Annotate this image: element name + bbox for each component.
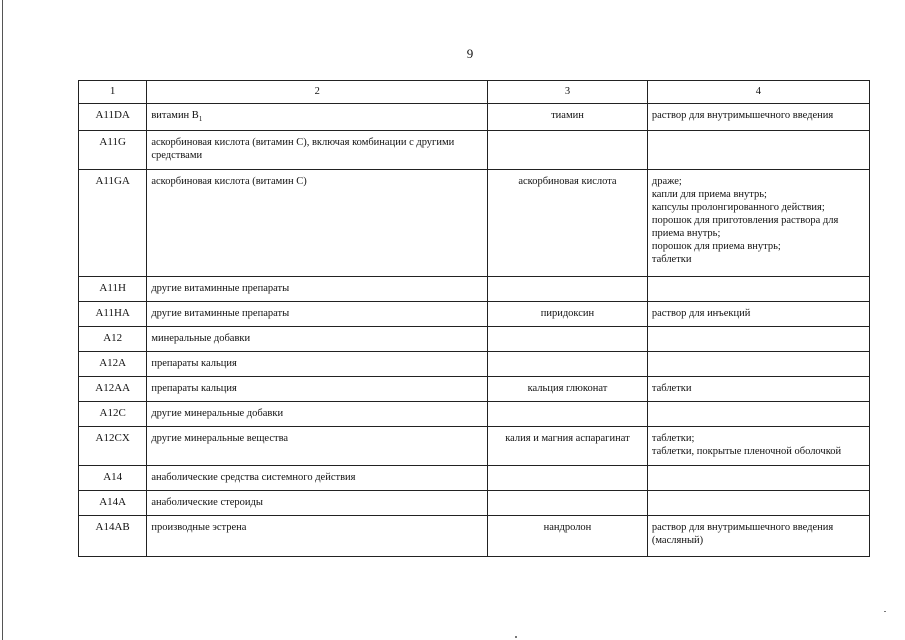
- atc-code-cell: A12CX: [79, 427, 147, 466]
- inn-cell: нандролон: [488, 516, 648, 557]
- group-name-cell: анаболические средства системного действия: [147, 466, 488, 491]
- dosage-form-cell: таблетки; таблетки, покрытые пленочной оболочкой: [647, 427, 869, 466]
- table-row: [79, 170, 870, 277]
- scan-speck: [884, 611, 886, 612]
- dosage-form-cell: раствор для внутримышечного введения (масляный): [647, 516, 869, 557]
- inn-cell: [488, 131, 648, 170]
- table-row: [79, 277, 870, 302]
- inn-cell: [488, 352, 648, 377]
- table-row: [79, 427, 870, 466]
- table-row: [79, 327, 870, 352]
- column-header-2: 2: [147, 81, 488, 104]
- dosage-form-cell: [647, 402, 869, 427]
- table-row: [79, 302, 870, 327]
- inn-cell: тиамин: [488, 104, 648, 131]
- dosage-form-cell: [647, 277, 869, 302]
- table-row: [79, 402, 870, 427]
- table-row: [79, 466, 870, 491]
- dosage-form-cell: [647, 466, 869, 491]
- dosage-form-cell: драже; капли для приема внутрь; капсулы пролонгированного действия; порошок для приготовления раствора для приема внутрь; порошок для приема внутрь; таблетки: [647, 170, 869, 277]
- group-name-text: витамин B: [151, 110, 199, 121]
- atc-code-cell: A12C: [79, 402, 147, 427]
- dosage-form-cell: раствор для инъекций: [647, 302, 869, 327]
- dosage-form-cell: таблетки: [647, 377, 869, 402]
- scan-speck: [515, 636, 517, 638]
- dosage-form-cell: [647, 491, 869, 516]
- atc-code-cell: A11DA: [79, 104, 147, 131]
- dosage-form-cell: [647, 327, 869, 352]
- inn-cell: [488, 277, 648, 302]
- table-row: [79, 131, 870, 170]
- group-name-cell: другие витаминные препараты: [147, 277, 488, 302]
- page-edge-line: [2, 0, 3, 640]
- table-row: [79, 104, 870, 131]
- inn-cell: пиридоксин: [488, 302, 648, 327]
- inn-cell: [488, 402, 648, 427]
- dosage-form-cell: [647, 352, 869, 377]
- atc-code-cell: A11H: [79, 277, 147, 302]
- group-name-cell: минеральные добавки: [147, 327, 488, 352]
- column-header-3: 3: [488, 81, 648, 104]
- table-row: [79, 352, 870, 377]
- group-name-cell: анаболические стероиды: [147, 491, 488, 516]
- table-row: [79, 491, 870, 516]
- column-header-1: 1: [79, 81, 147, 104]
- atc-code-cell: A12A: [79, 352, 147, 377]
- inn-cell: [488, 327, 648, 352]
- dosage-form-cell: раствор для внутримышечного введения: [647, 104, 869, 131]
- dosage-form-cell: [647, 131, 869, 170]
- atc-code-cell: A11G: [79, 131, 147, 170]
- table-row: [79, 516, 870, 557]
- table-header-row: [79, 81, 870, 104]
- group-name-cell: аскорбиновая кислота (витамин C), включая комбинации с другими средствами: [147, 131, 488, 170]
- inn-cell: калия и магния аспарагинат: [488, 427, 648, 466]
- atc-code-cell: A12AA: [79, 377, 147, 402]
- inn-cell: аскорбиновая кислота: [488, 170, 648, 277]
- group-name-cell: другие минеральные вещества: [147, 427, 488, 466]
- group-name-cell: препараты кальция: [147, 377, 488, 402]
- atc-code-cell: A12: [79, 327, 147, 352]
- atc-code-cell: A11GA: [79, 170, 147, 277]
- drug-classification-table: [78, 80, 870, 557]
- atc-code-cell: A11HA: [79, 302, 147, 327]
- atc-code-cell: A14AB: [79, 516, 147, 557]
- inn-cell: [488, 466, 648, 491]
- page-number: 9: [466, 46, 474, 61]
- group-name-cell: другие минеральные добавки: [147, 402, 488, 427]
- inn-cell: кальция глюконат: [488, 377, 648, 402]
- atc-code-cell: A14A: [79, 491, 147, 516]
- group-name-cell: препараты кальция: [147, 352, 488, 377]
- group-name-cell: другие витаминные препараты: [147, 302, 488, 327]
- table-row: [79, 377, 870, 402]
- atc-code-cell: A14: [79, 466, 147, 491]
- group-name-subscript: 1: [198, 115, 203, 124]
- group-name-cell: аскорбиновая кислота (витамин C): [147, 170, 488, 277]
- group-name-cell: [147, 104, 488, 131]
- inn-cell: [488, 491, 648, 516]
- column-header-4: 4: [647, 81, 869, 104]
- group-name-cell: производные эстрена: [147, 516, 488, 557]
